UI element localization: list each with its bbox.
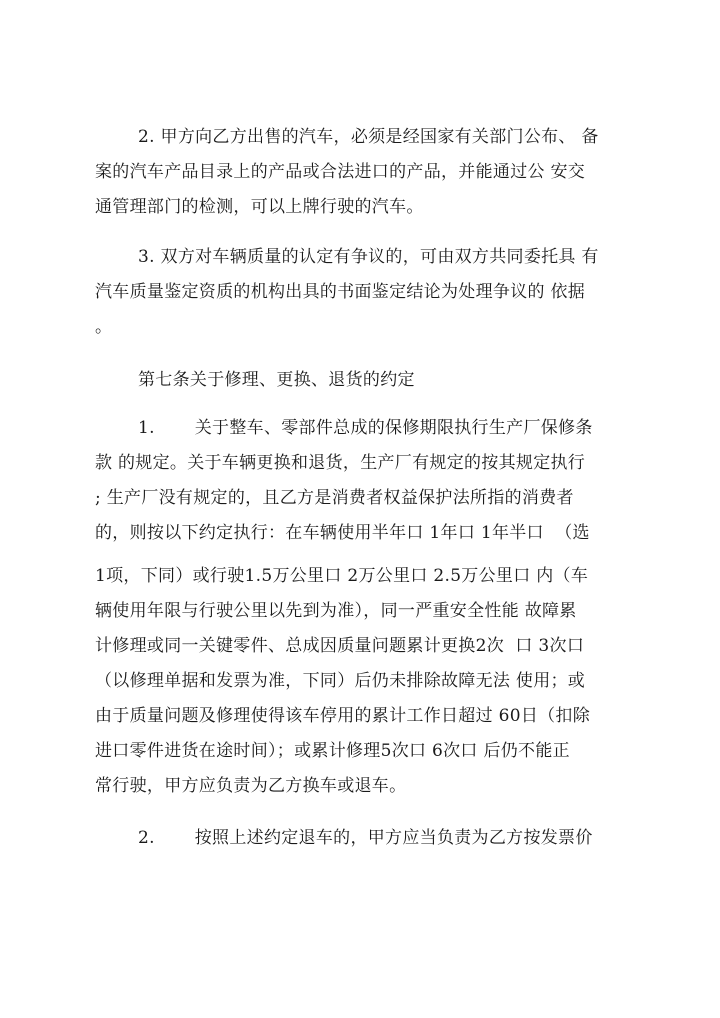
paragraph-line: 计修理或同一关键零件、总成因质量问题累计更换2次 口 3次口 [95, 636, 585, 656]
paragraph-line: 由于质量问题及修理使得该车停用的累计工作日超过 60日（扣除 [95, 706, 591, 726]
paragraph-line: 款 的规定。关于车辆更换和退货，生产厂有规定的按其规定执行 [95, 453, 586, 473]
paragraph-line: 的，则按以下约定执行：在车辆使用半年口 1年口 1年半口 （选 [95, 523, 590, 543]
paragraph-line: （以修理单据和发票为准，下同）后仍未排除故障无法 使用；或 [95, 671, 586, 691]
paragraph-line: ; 生产厂没有规定的，且乙方是消费者权益保护法所指的消费者 [95, 488, 574, 508]
paragraph-line: 通管理部门的检测，可以上牌行驶的汽车。 [95, 197, 424, 217]
paragraph-line: 。 [95, 317, 113, 337]
paragraph-line: 1项，下同）或行驶1.5万公里口 2万公里口 2.5万公里口 内（车 [95, 566, 589, 586]
paragraph-line: 2. 甲方向乙方出售的汽车，必须是经国家有关部门公布、 备 [138, 127, 599, 147]
paragraph-line: 1. 关于整车、零部件总成的保修期限执行生产厂保修条 [138, 418, 593, 438]
paragraph-line: 常行驶，甲方应负责为乙方换车或退车。 [95, 776, 407, 796]
paragraph-line: 案的汽车产品目录上的产品或合法进口的产品，并能通过公 安交 [95, 162, 586, 182]
section-heading: 第七条关于修理、更换、退货的约定 [138, 370, 415, 390]
paragraph-line: 2. 按照上述约定退车的，甲方应当负责为乙方按发票价 [138, 828, 593, 848]
paragraph-line: 进口零件进货在途时间）；或累计修理5次口 6次口 后仍不能正 [95, 741, 570, 761]
paragraph-line: 辆使用年限与行驶公里以先到为准），同一严重安全性能 故障累 [95, 601, 577, 621]
paragraph-line: 汽车质量鉴定资质的机构出具的书面鉴定结论为处理争议的 依据 [95, 282, 586, 302]
paragraph-line: 3. 双方对车辆质量的认定有争议的，可由双方共同委托具 有 [138, 247, 599, 267]
